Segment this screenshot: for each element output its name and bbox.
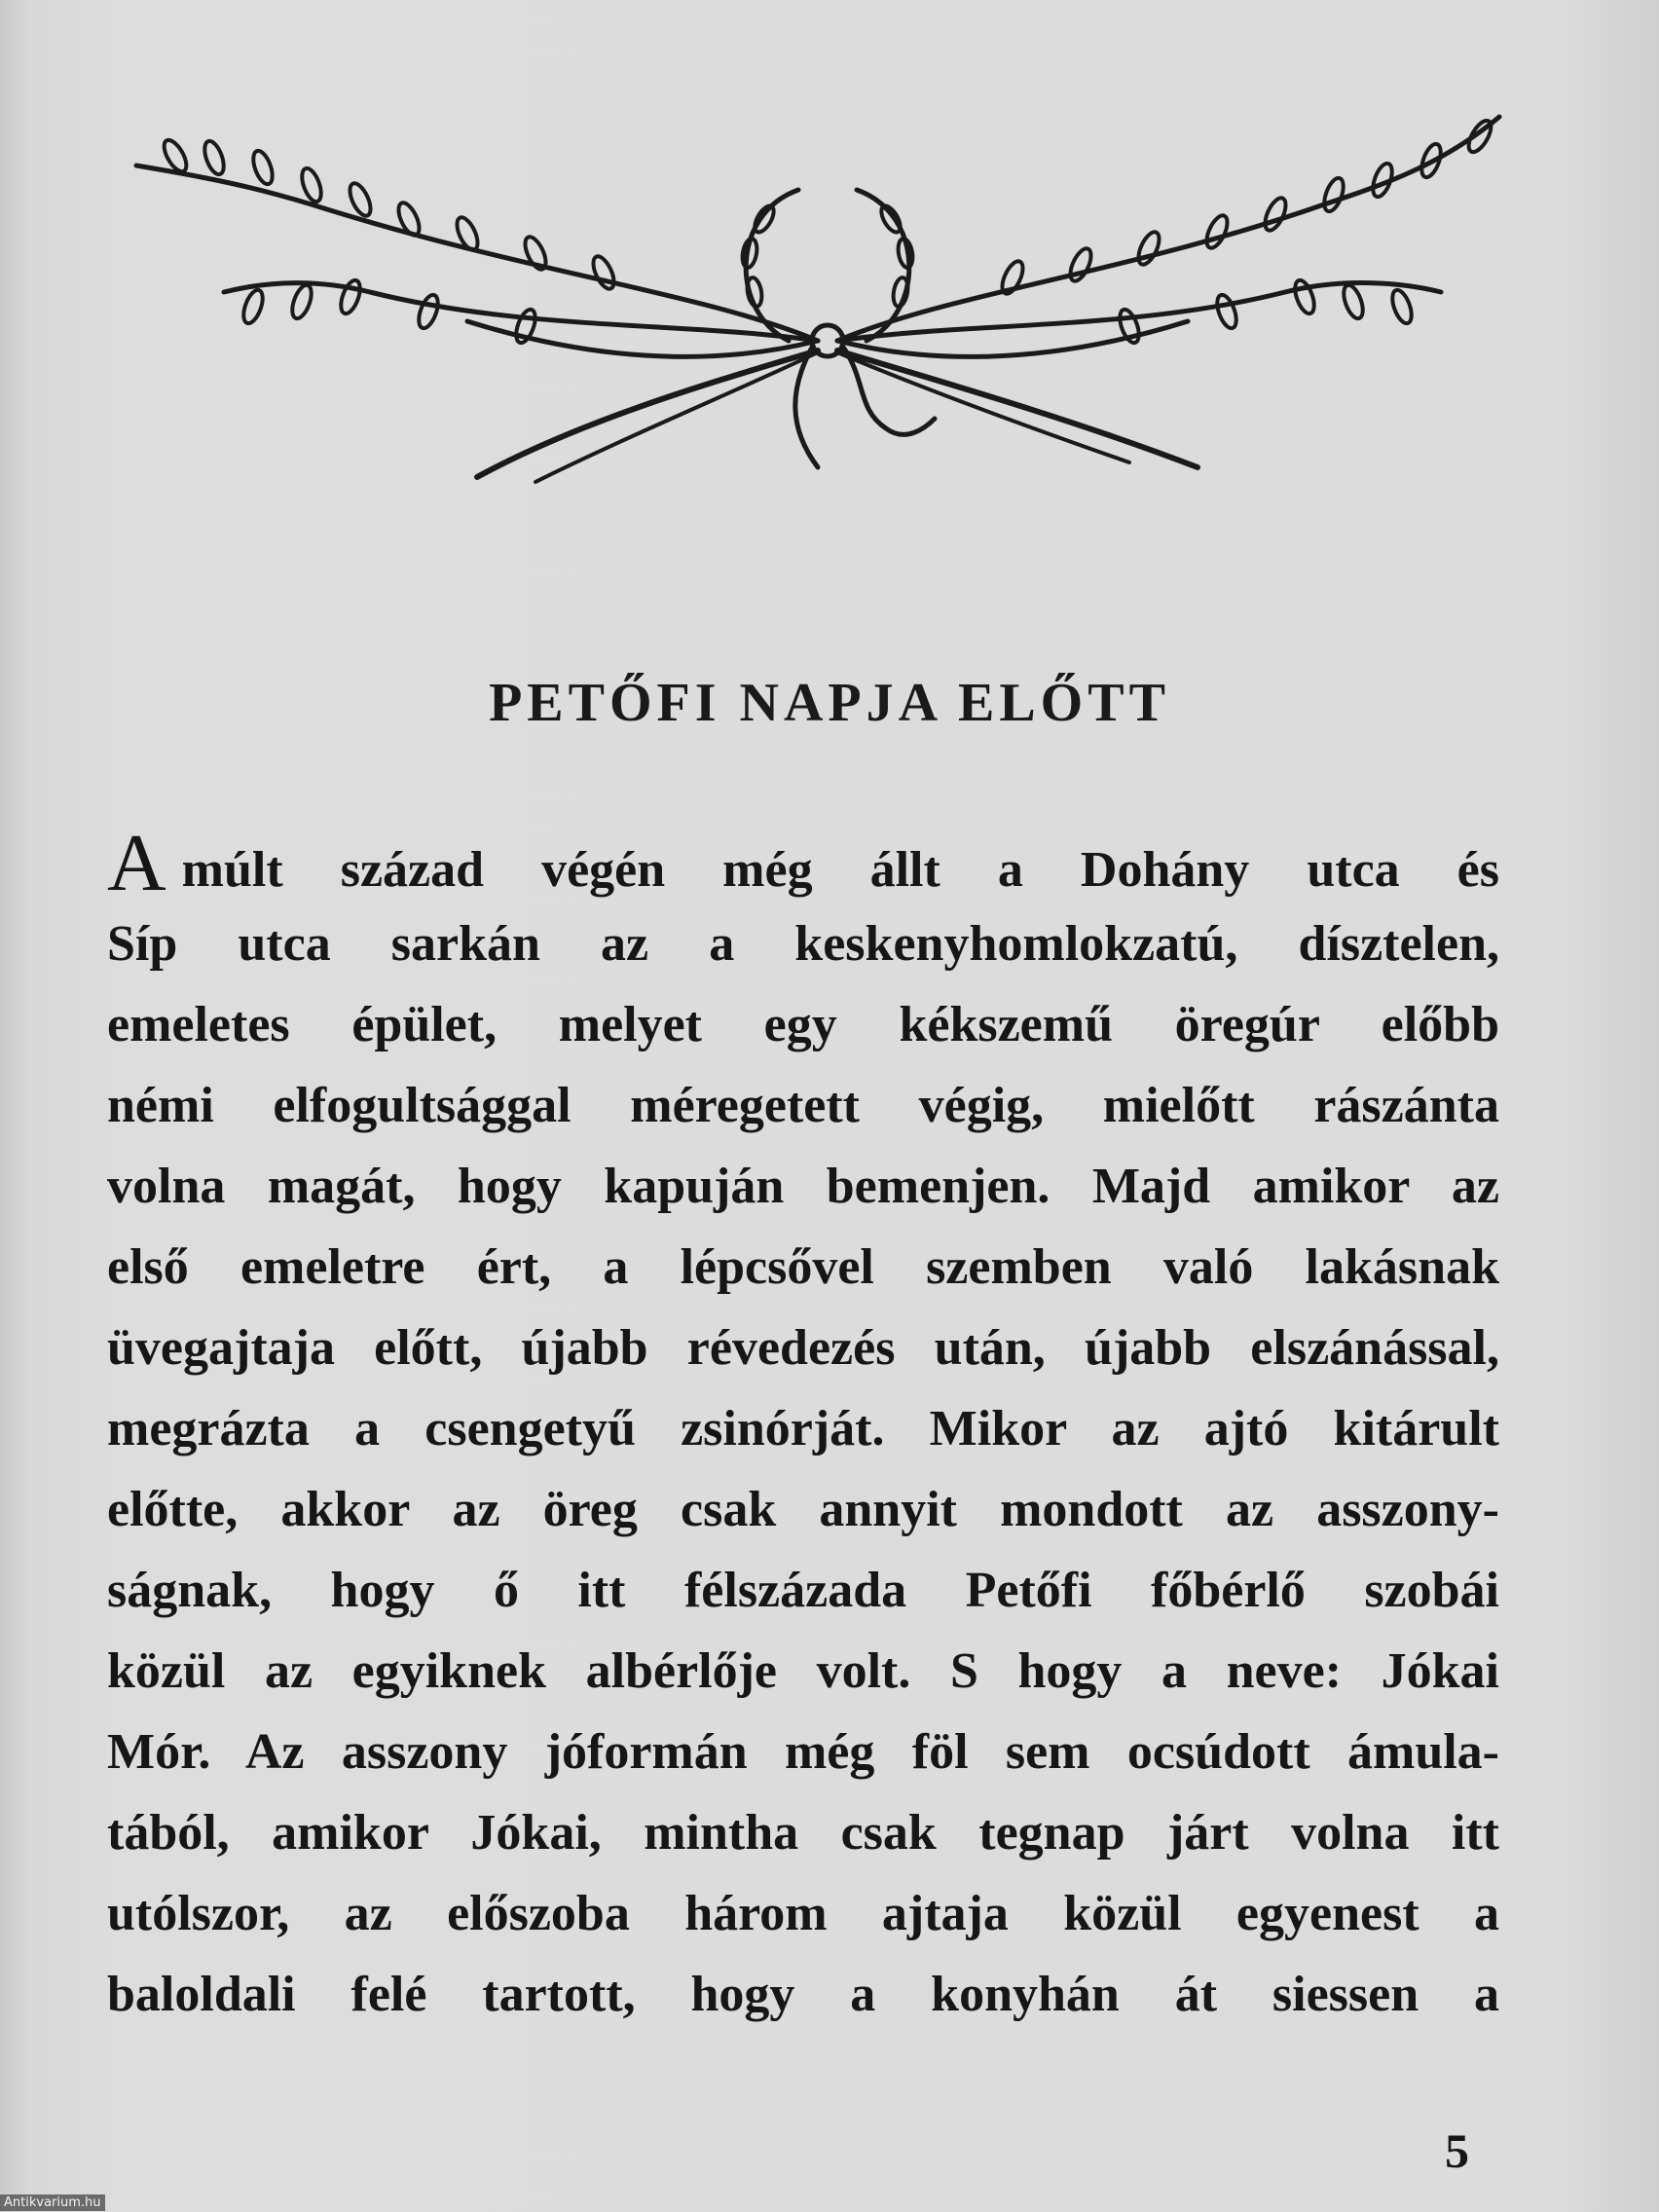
text-line: utólszor, az előszoba három ajtaja közül egyenest a	[107, 1886, 1499, 1941]
text-line: Mór. Az asszony jóformán még föl sem ocsúdott ámula-	[107, 1724, 1499, 1780]
text-line: első emeletre ért, a lépcsővel szemben való lakásnak	[107, 1239, 1499, 1295]
drop-cap: A	[107, 823, 168, 903]
text-line	[107, 823, 1499, 903]
text-line: baloldali felé tartott, hogy a konyhán át siessen a	[107, 1967, 1499, 2022]
body-text	[107, 823, 1499, 2035]
text-line: emeletes épület, melyet egy kékszemű öregúr előbb	[107, 997, 1499, 1052]
text-line: ságnak, hogy ő itt félszázada Petőfi főbérlő szobái	[107, 1563, 1499, 1618]
text-line: tából, amikor Jókai, mintha csak tegnap járt volna itt	[107, 1805, 1499, 1861]
chapter-title: PETŐFI NAPJA ELŐTT	[489, 673, 1170, 733]
text-line: előtte, akkor az öreg csak annyit mondott az asszony-	[107, 1482, 1499, 1537]
text-line: némi elfogultsággal méregetett végig, mielőtt rászánta	[107, 1078, 1499, 1133]
text-line: Síp utca sarkán az a keskenyhomlokzatú, dísztelen,	[107, 916, 1499, 972]
text-line-content: múlt század végén még állt a Dohány utca és	[181, 842, 1499, 898]
page-number: 5	[1445, 2123, 1469, 2178]
watermark: Antikvarium.hu	[0, 2194, 105, 2211]
text-line: megrázta a csengetyű zsinórját. Mikor az ajtó kitárult	[107, 1401, 1499, 1456]
text-line: közül az egyiknek albérlője volt. S hogy a neve: Jókai	[107, 1643, 1499, 1699]
laurel-wreath-icon	[117, 97, 1519, 506]
text-line: üvegajtaja előtt, újabb révedezés után, újabb elszánással,	[107, 1320, 1499, 1376]
text-line: volna magát, hogy kapuján bemenjen. Majd amikor az	[107, 1159, 1499, 1214]
